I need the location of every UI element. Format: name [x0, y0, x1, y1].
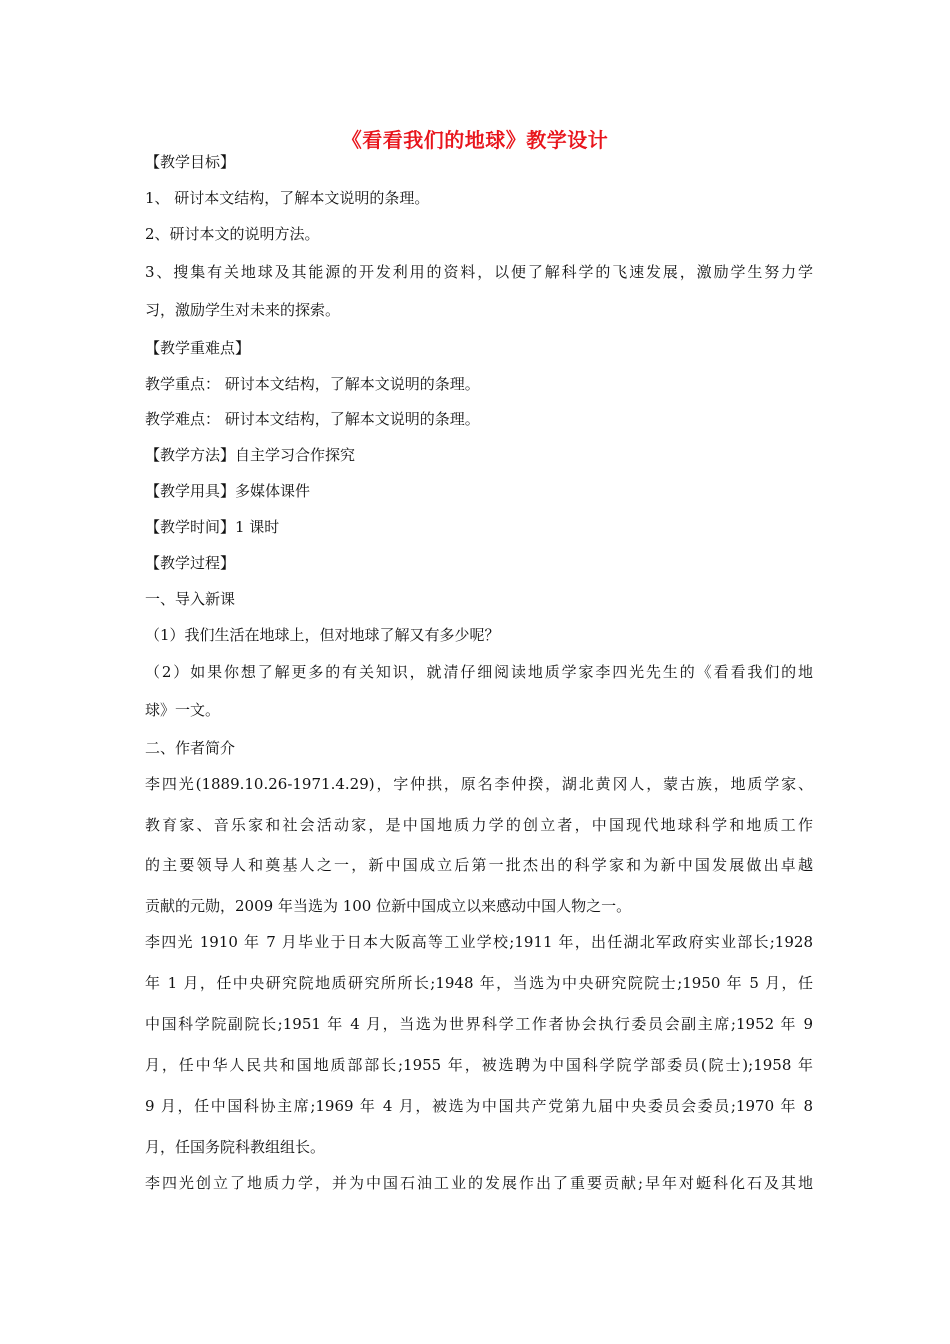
step-1-item-2-line-2: 球》一文。 — [145, 701, 221, 719]
teaching-method: 【教学方法】自主学习合作探究 — [145, 446, 356, 464]
step-1-heading: 一、导入新课 — [145, 590, 236, 608]
objective-3-line-2: 习，激励学生对未来的探索。 — [145, 301, 341, 319]
section-heading-key-points: 【教学重难点】 — [145, 339, 251, 357]
author-bio-line-2: 教育家、音乐家和社会活动家，是中国地质力学的创立者，中国现代地球科学和地质工作 — [145, 816, 813, 834]
author-bio-line-1: 李四光(1889.10.26-1971.4.29)，字仲拱，原名李仲揆，湖北黄冈人，蒙古族，地质学家、 — [145, 775, 813, 793]
document-title: 《看看我们的地球》教学设计 — [341, 128, 609, 152]
teaching-tools: 【教学用具】多媒体课件 — [145, 482, 311, 500]
objective-1: 1、 研讨本文结构，了解本文说明的条理。 — [145, 189, 430, 207]
section-heading-objectives: 【教学目标】 — [145, 153, 236, 171]
author-contribution-line-1: 李四光创立了地质力学，并为中国石油工业的发展作出了重要贡献;早年对蜓科化石及其地 — [145, 1174, 813, 1192]
teaching-time: 【教学时间】1 课时 — [145, 518, 280, 536]
key-point: 教学重点： 研讨本文结构，了解本文说明的条理。 — [145, 375, 480, 393]
author-career-line-3: 中国科学院副院长;1951 年 4 月，当选为世界科学工作者协会执行委员会副主席;1952 年 9 — [145, 1015, 813, 1033]
author-career-line-1: 李四光 1910 年 7 月毕业于日本大阪高等工业学校;1911 年，出任湖北军政府实业部长;1928 — [145, 933, 813, 951]
objective-2: 2、研讨本文的说明方法。 — [145, 225, 320, 243]
section-heading-process: 【教学过程】 — [145, 554, 236, 572]
difficult-point: 教学难点： 研讨本文结构，了解本文说明的条理。 — [145, 410, 480, 428]
author-career-line-4: 月，任中华人民共和国地质部部长;1955 年，被选聘为中国科学院学部委员(院士);1958 年 — [145, 1056, 813, 1074]
step-2-heading: 二、作者简介 — [145, 739, 236, 757]
author-bio-line-3: 的主要领导人和奠基人之一，新中国成立后第一批杰出的科学家和为新中国发展做出卓越 — [145, 856, 813, 874]
author-career-line-2: 年 1 月，任中央研究院地质研究所所长;1948 年，当选为中央研究院院士;1950 年 5 月，任 — [145, 974, 813, 992]
step-1-item-1: （1）我们生活在地球上，但对地球了解又有多少呢？ — [145, 626, 500, 644]
objective-3-line-1: 3、搜集有关地球及其能源的开发利用的资料，以便了解科学的飞速发展，激励学生努力学 — [145, 263, 813, 281]
step-1-item-2-line-1: （2）如果你想了解更多的有关知识，就清仔细阅读地质学家李四光先生的《看看我们的地 — [145, 663, 813, 681]
author-career-line-6: 月，任国务院科教组组长。 — [145, 1138, 326, 1156]
author-career-line-5: 9 月，任中国科协主席;1969 年 4 月，被选为中国共产党第九届中央委员会委员;1970 年 8 — [145, 1097, 813, 1115]
author-bio-line-4: 贡献的元勋，2009 年当选为 100 位新中国成立以来感动中国人物之一。 — [145, 897, 632, 915]
